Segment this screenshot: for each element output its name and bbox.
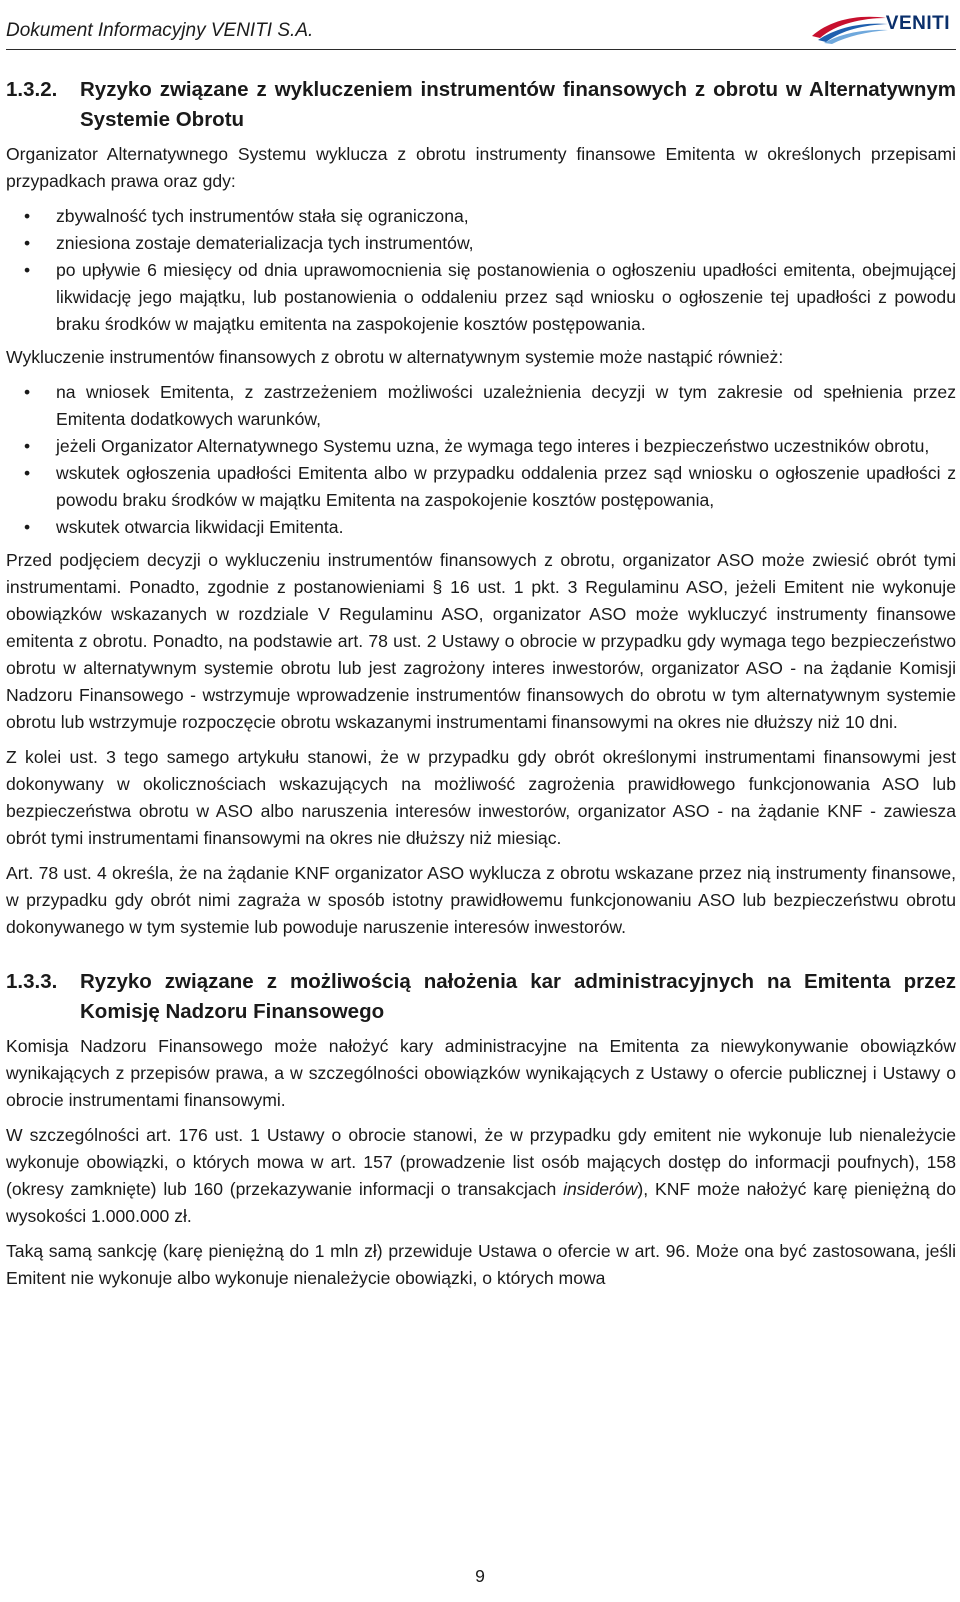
section-heading-1-3-2 [6,75,956,135]
list-item-text: zniesiona zostaje dematerializacja tych instrumentów, [56,233,474,253]
paragraph-intro-2: Wykluczenie instrumentów finansowych z obrotu w alternatywnym systemie może nastąpić również: [6,347,784,367]
paragraph-art-78-ust-4: Art. 78 ust. 4 określa, że na żądanie KNF organizator ASO wyklucza z obrotu wskazane przez nią instrumenty finansowe, w przypadku gdy obrót nimi zagraża w sposób istotny prawidłowemu funkcjonowaniu ASO lub bezpieczeństwu obrotu dokonywanego w tym systemie lub powoduje naruszenie interesów inwestorów. [6,863,956,937]
section-number: 1.3.3. [6,970,58,993]
page-number: 9 [475,1566,485,1586]
list-item [6,203,956,230]
list-item-text: jeżeli Organizator Alternatywnego Systemu uzna, że wymaga tego interes i bezpieczeństwo uczestników obrotu, [56,436,930,456]
paragraph-intro: Organizator Alternatywnego Systemu wyklucza z obrotu instrumenty finansowe Emitenta w określonych przepisami przypadkach prawa oraz gdy: [6,144,956,191]
veniti-logo [810,10,950,44]
paragraph-knf-penalties: Komisja Nadzoru Finansowego może nałożyć kary administracyjne na Emitenta za niewykonywanie obowiązków wynikających z przepisów prawa, a w szczególności obowiązków wynikających z Ustawy o ofercie publicznej i Ustawy o obrocie instrumentami finansowymi. [6,1036,956,1110]
italic-term: insiderów [563,1179,638,1199]
bullet-icon: • [24,260,31,280]
header-divider [6,49,956,50]
bullet-icon: • [24,463,31,483]
bullet-icon: • [24,436,31,456]
list-item [6,230,956,257]
veniti-swoosh-logo-icon [810,10,890,44]
section-title: Ryzyko związane z możliwością nałożenia kar administracyjnych na Emitenta przez Komisję Nadzoru Finansowego [80,970,956,1023]
paragraph-ust-3: Z kolei ust. 3 tego samego artykułu stanowi, że w przypadku gdy obrót określonymi instrumentami finansowymi jest dokonywany w okolicznościach wskazujących na możliwość zagrożenia prawidłowego funkcjonowania ASO lub bezpieczeństwa obrotu w ASO albo naruszenia interesów inwestorów, organizator ASO - na żądanie KNF - zawiesza obrót tymi instrumentami finansowymi na okres nie dłuższy niż miesiąc. [6,747,956,848]
list-item-text: na wniosek Emitenta, z zastrzeżeniem możliwości uzależnienia decyzji w tym zakresie od spełnienia przez Emitenta dodatkowych warunków, [56,382,956,429]
text-segment: W szczególności art. 176 ust. 1 Ustawy o obrocie stanowi, że w przypadku gdy emitent nie wykonuje lub nienależycie wykonuje obowiązki, o których mowa w art. 157 (prowadzenie list osób mających dostęp do informacji poufnych), 158 (okresy zamknięte) lub 160 (przekazywanie informacji o transakcjach [6,1125,956,1199]
paragraph-same-sanction: Taką samą sankcję (karę pieniężną do 1 mln zł) przewiduje Ustawa o ofercie w art. 96. Może ona być zastosowana, jeśli Emitent nie wykonuje albo wykonuje nienależycie obowiązki, o których mowa [6,1241,956,1288]
paragraph-art-176 [6,1122,956,1230]
logo-text: VENITI [885,13,950,34]
bullet-icon: • [24,382,31,402]
list-item [6,379,956,433]
list-item [6,460,956,514]
bullet-icon: • [24,517,31,537]
bullet-icon: • [24,206,31,226]
section-number: 1.3.2. [6,78,58,101]
list-item-text: wskutek ogłoszenia upadłości Emitenta albo w przypadku oddalenia przez sąd wniosku o ogłoszenie upadłości z powodu braku środków w majątku Emitenta na zaspokojenie kosztów postępowania, [56,463,956,510]
bullet-icon: • [24,233,31,253]
document-title: Dokument Informacyjny VENITI S.A. [6,20,314,41]
paragraph-aso-suspension: Przed podjęciem decyzji o wykluczeniu instrumentów finansowych z obrotu, organizator ASO może zwiesić obrót tymi instrumentami. Ponadto, zgodnie z postanowieniami § 16 ust. 1 pkt. 3 Regulaminu ASO, jeżeli Emitent nie wykonuje obowiązków wskazanych w rozdziale V Regulaminu ASO, organizator ASO może wykluczyć instrumenty finansowe emitenta z obrotu. Ponadto, na podstawie art. 78 ust. 2 Ustawy o obrocie w przypadku gdy wymaga tego bezpieczeństwo obrotu w alternatywnym systemie obrotu lub jest zagrożony interes inwestorów, organizator ASO - na żądanie Komisji Nadzoru Finansowego - wstrzymuje wprowadzenie instrumentów finansowych do obrotu w tym alternatywnym systemie obrotu lub wstrzymuje rozpoczęcie obrotu wskazanymi instrumentami finansowymi na okres nie dłuższy niż 10 dni. [6,550,956,732]
list-item [6,433,956,460]
list-item [6,257,956,338]
section-heading-1-3-3 [6,967,956,1027]
list-item-text: po upływie 6 miesięcy od dnia uprawomocnienia się postanowienia o ogłoszeniu upadłości emitenta, obejmującej likwidację jego majątku, lub postanowienia o oddaleniu przez sąd wniosku o ogłoszenie tej upadłości z powodu braku środków w majątku emitenta na zaspokojenie kosztów postępowania. [56,260,956,334]
text-segment: ), KNF może nałożyć karę pieniężną do wysokości 1.000.000 zł. [6,1179,956,1226]
list-item [6,514,956,541]
list-item-text: zbywalność tych instrumentów stała się ograniczona, [56,206,469,226]
bullet-list-exclusion-conditions [6,203,956,338]
document-body [6,75,956,1292]
page-header [6,10,956,48]
section-title: Ryzyko związane z wykluczeniem instrumentów finansowych z obrotu w Alternatywnym Systemie Obrotu [80,78,956,131]
bullet-list-additional-conditions [6,379,956,541]
list-item-text: wskutek otwarcia likwidacji Emitenta. [56,517,344,537]
